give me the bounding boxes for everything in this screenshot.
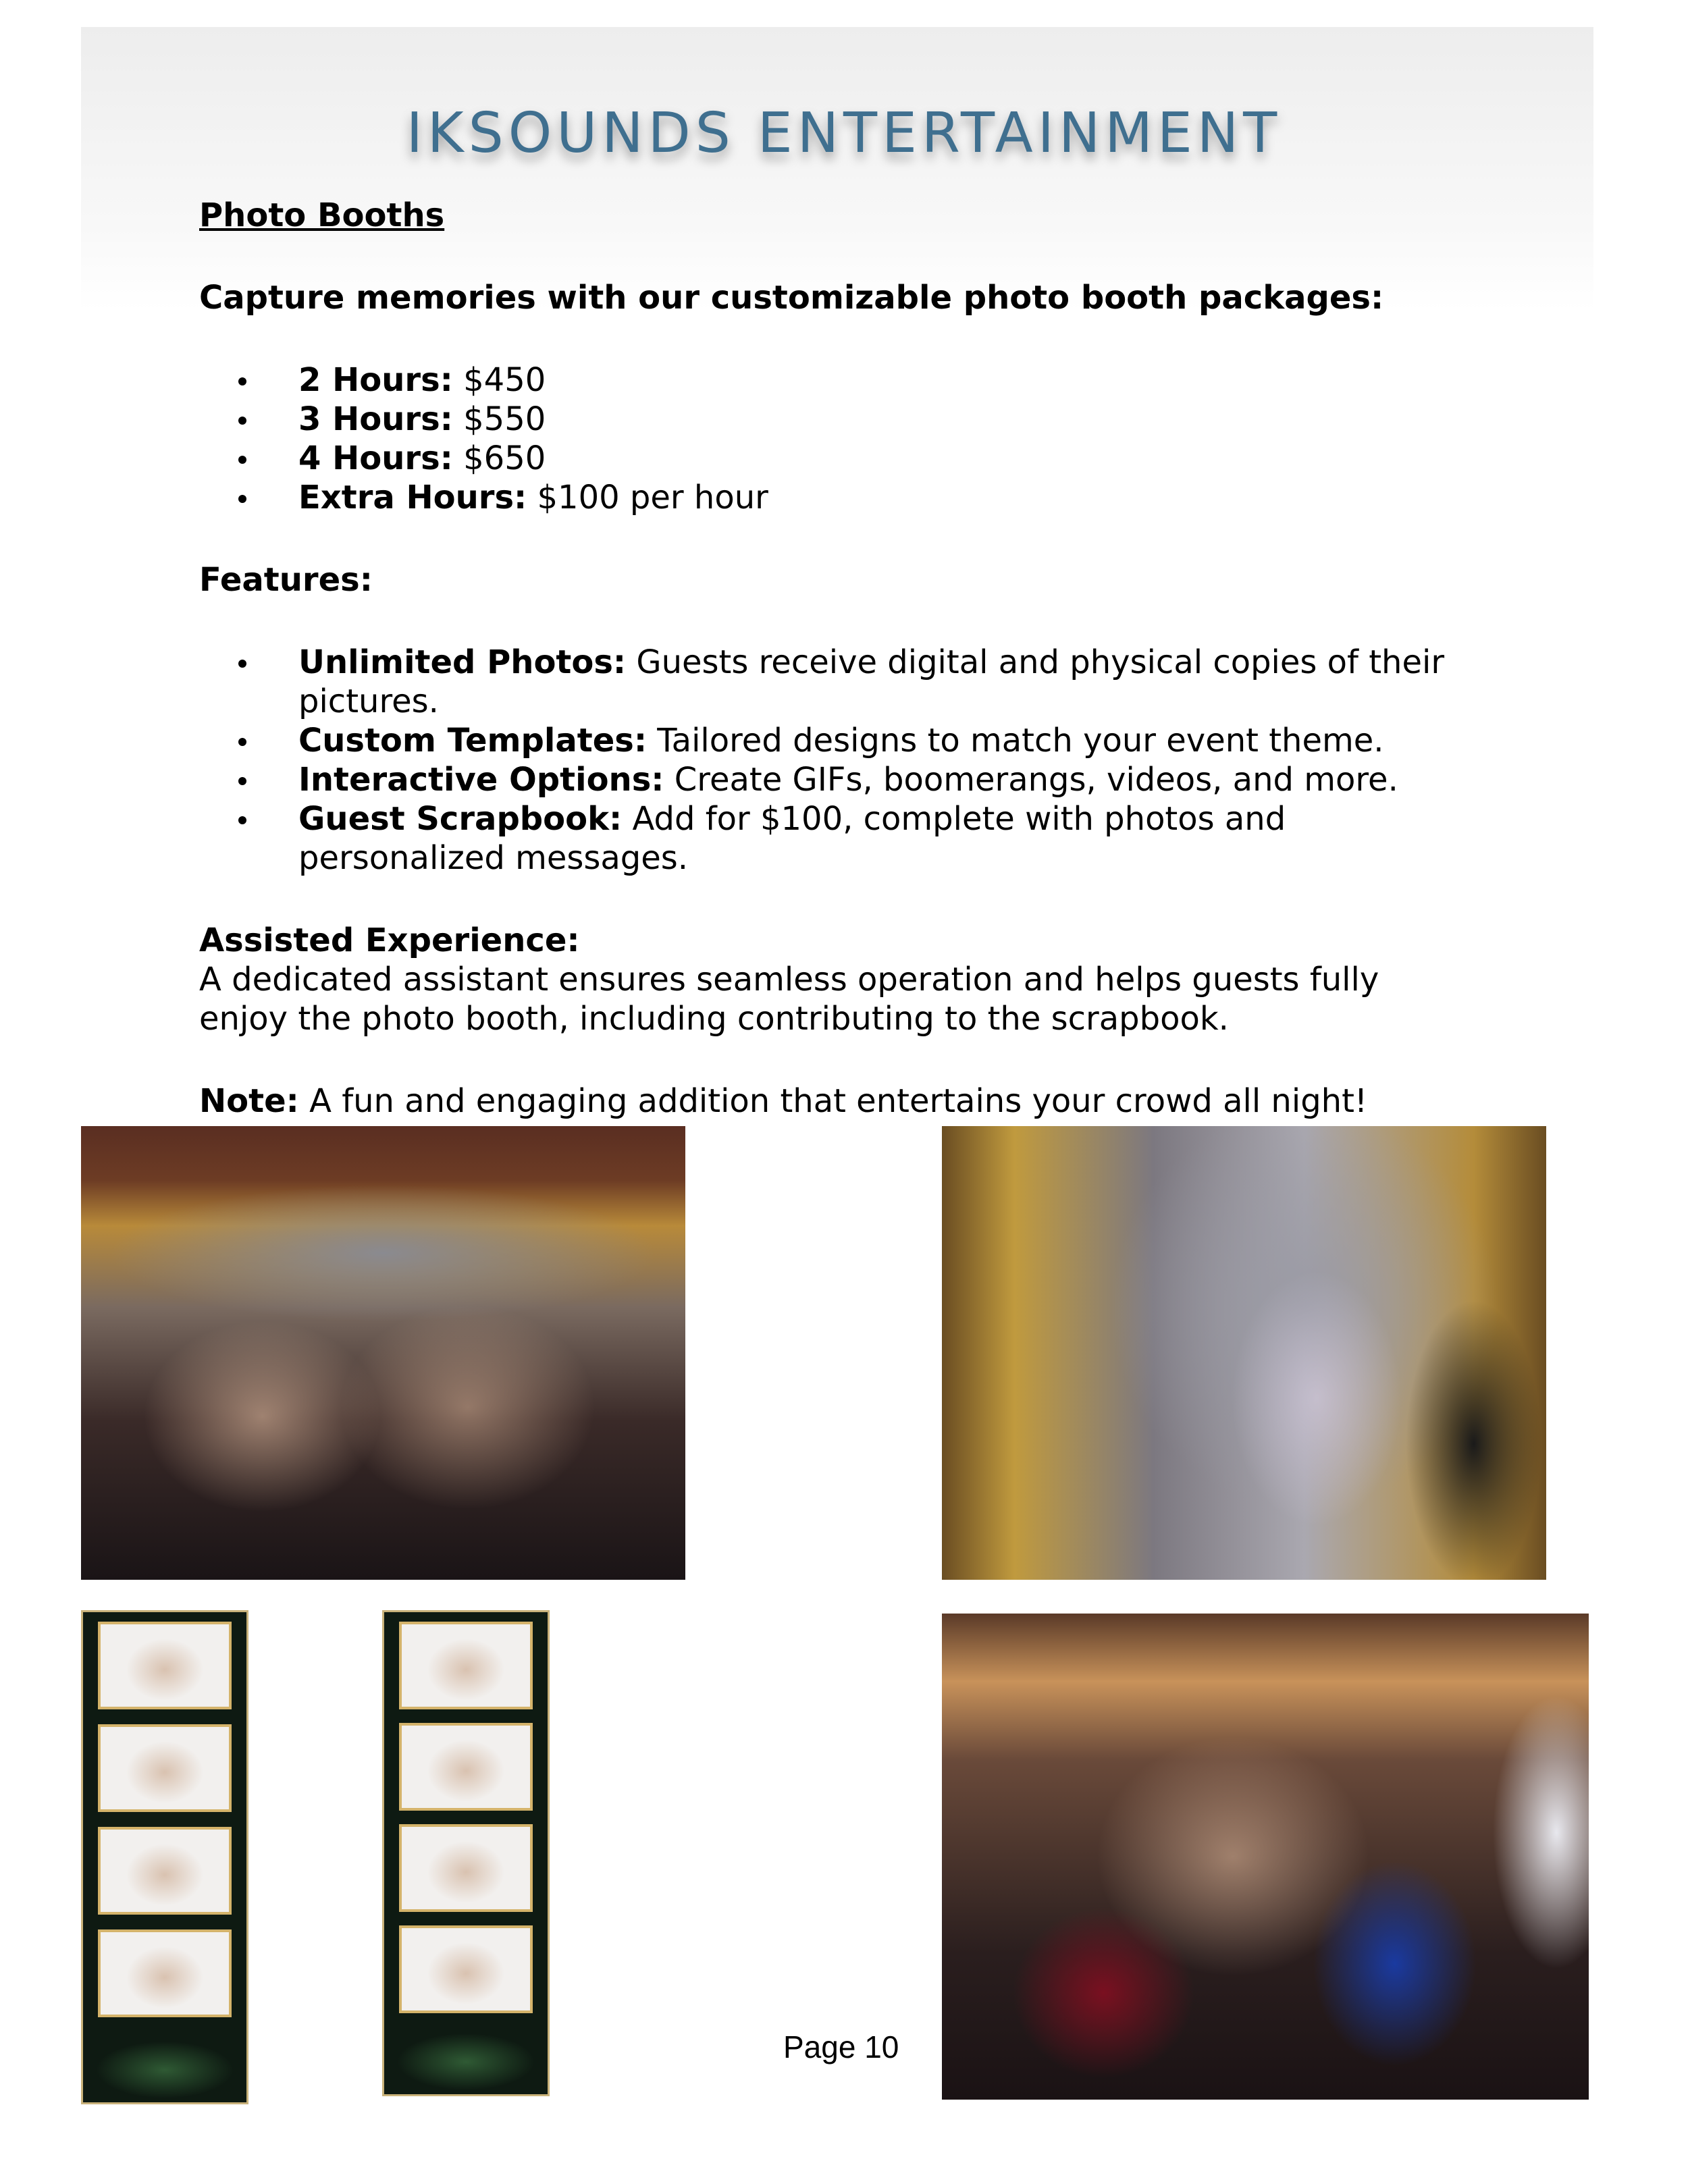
feature-item: Interactive Options: Create GIFs, boomerangs, videos, and more. — [199, 760, 1550, 799]
assisted-heading: Assisted Experience: — [199, 922, 580, 959]
photo-strip-1 — [81, 1610, 248, 2104]
photo-booth-group-photo-2 — [942, 1614, 1589, 2100]
document-body — [199, 196, 1550, 1121]
floral-decoration — [384, 2013, 548, 2094]
note-paragraph: Note: A fun and engaging addition that entertains your crowd all night! — [199, 1082, 1368, 1120]
package-item: 2 Hours: $450 — [199, 361, 1550, 400]
assisted-text: A dedicated assistant ensures seamless operation and helps guests fully enjoy the photo booth, including contributing to the scrapbook. — [199, 961, 1379, 1038]
feature-item: Unlimited Photos: Guests receive digital and physical copies of their pictures. — [199, 643, 1550, 721]
feature-item: Custom Templates: Tailored designs to match your event theme. — [199, 721, 1550, 760]
strip-frame — [98, 1827, 232, 1915]
intro-text: Capture memories with our customizable photo booth packages: — [199, 279, 1384, 317]
feature-list — [199, 643, 1550, 878]
package-list — [199, 361, 1550, 517]
brand-logo-text: IKSOUNDS ENTERTAINMENT — [406, 101, 1282, 165]
strip-frame — [98, 1724, 232, 1812]
package-item: Extra Hours: $100 per hour — [199, 478, 1550, 517]
page-number: Page 10 — [783, 2029, 899, 2065]
features-heading: Features: — [199, 561, 373, 599]
strip-frame — [399, 1925, 533, 2013]
strip-frame — [98, 1929, 232, 2017]
floral-decoration — [83, 2021, 246, 2102]
photo-strip-2 — [382, 1610, 550, 2096]
package-item: 3 Hours: $550 — [199, 400, 1550, 439]
photo-booth-backdrop-photo — [942, 1126, 1546, 1580]
section-title: Photo Booths — [199, 196, 445, 234]
strip-frame — [98, 1622, 232, 1709]
strip-frame — [399, 1622, 533, 1709]
strip-frame — [399, 1824, 533, 1912]
feature-item: Guest Scrapbook: Add for $100, complete with photos and personalized messages. — [199, 799, 1550, 878]
photo-booth-group-photo-1 — [81, 1126, 685, 1580]
package-item: 4 Hours: $650 — [199, 439, 1550, 478]
strip-frame — [399, 1723, 533, 1811]
